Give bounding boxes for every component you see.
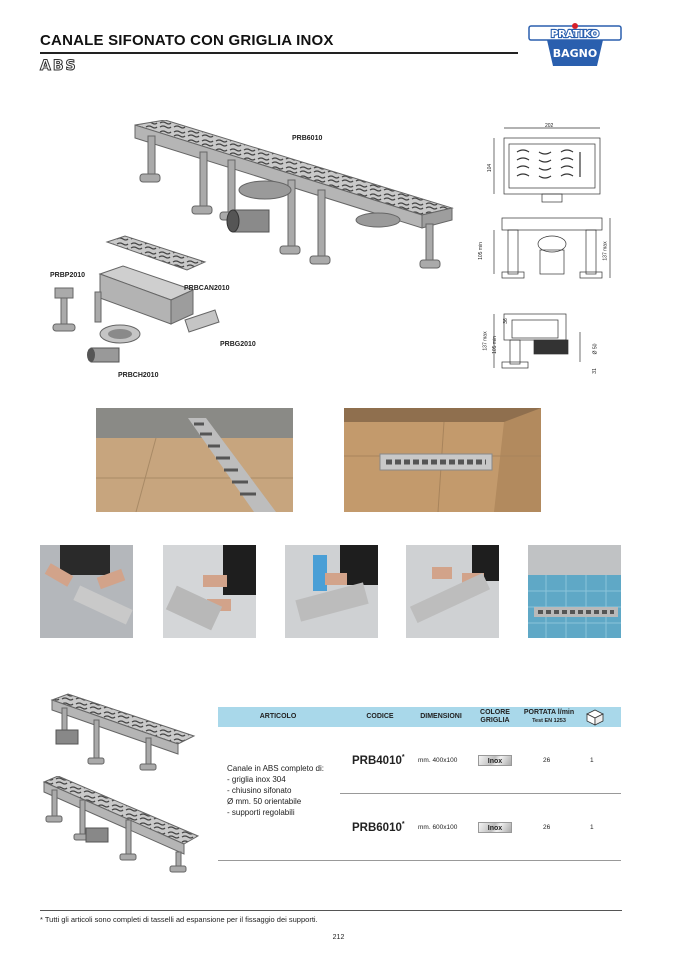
label-prbp2010: PRBP2010 — [50, 272, 86, 279]
dim-side-min: 105 min — [477, 242, 484, 260]
logo-line1: PRATIKO — [550, 29, 600, 40]
description-line-2: - griglia inox 304 — [227, 775, 286, 784]
components-exploded-illustration — [45, 232, 235, 382]
dim-section-36: 36 — [502, 318, 509, 324]
description-line-5: - supporti regolabili — [227, 808, 295, 817]
page-title: CANALE SIFONATO CON GRIGLIA INOX — [40, 32, 334, 49]
header-articolo: ARTICOLO — [259, 713, 297, 720]
pratiko-bagno-logo — [527, 22, 623, 74]
installed-photo-floor — [344, 408, 541, 512]
table-row-1-portata: 26 — [543, 757, 551, 764]
product-image-prb6010 — [40, 776, 200, 876]
table-row-1-code — [352, 754, 405, 767]
dim-top-width: 202 — [545, 123, 554, 129]
table-row-2-code — [352, 821, 405, 834]
page-number: 212 — [332, 934, 345, 941]
table-header — [218, 707, 621, 727]
header-portata-sub: Test EN 1253 — [532, 718, 566, 724]
table-row-1-color-swatch: Inox — [478, 755, 512, 766]
footnote: * Tutti gli articoli sono completi di tasselli ad espansione per il fissaggio dei supporti. — [40, 915, 318, 924]
material-subtitle: ABS — [40, 58, 78, 74]
dim-section-d50: Ø 50 — [592, 343, 599, 355]
table-row-1-dimensions: mm. 400x100 — [418, 757, 458, 764]
row-2-code-mark: * — [401, 821, 405, 828]
row-2-code-text: PRB6010 — [352, 821, 402, 834]
footer-divider — [40, 910, 622, 911]
table-row-2-color-swatch: Inox — [478, 822, 512, 833]
label-prbch2010: PRBCH2010 — [118, 372, 159, 379]
package-icon — [584, 708, 606, 726]
table-row-1-quantity: 1 — [590, 757, 594, 764]
dim-top-height: 104 — [487, 163, 494, 173]
dim-section-min: 105 min — [491, 336, 498, 354]
row-divider — [340, 793, 621, 794]
table-row-2-quantity: 1 — [590, 824, 594, 831]
description-line-3: - chiusino sifonato — [227, 786, 292, 795]
header-codice: CODICE — [366, 713, 394, 720]
description-line-4: Ø mm. 50 orientabile — [227, 797, 302, 806]
install-step-photo-1 — [40, 545, 133, 638]
install-step-photo-4 — [406, 545, 499, 638]
dim-section-max: 137 max — [482, 331, 489, 351]
installed-photo-wall — [96, 408, 293, 512]
table-bottom-rule — [218, 860, 621, 861]
header-dimensioni: DIMENSIONI — [420, 713, 462, 720]
label-prb6010: PRB6010 — [292, 135, 323, 142]
install-step-photo-2 — [163, 545, 256, 638]
table-row-2-dimensions: mm. 600x100 — [418, 824, 458, 831]
description-line-1: Canale in ABS completo di: — [227, 764, 324, 773]
row-1-code-text: PRB4010 — [352, 754, 402, 767]
header-colore-griglia: COLORE GRIGLIA — [480, 709, 510, 724]
install-step-photo-5 — [528, 545, 621, 638]
label-prbcan2010: PRBCAN2010 — [184, 285, 230, 292]
logo-line2: BAGNO — [552, 47, 598, 60]
header-portata-label: PORTATA l/min — [523, 709, 575, 716]
table-row-2-portata: 26 — [543, 824, 551, 831]
title-divider — [40, 52, 518, 54]
row-1-code-mark: * — [401, 754, 405, 761]
dim-section-31: 31 — [591, 368, 598, 374]
technical-drawing — [482, 122, 622, 387]
product-image-prb4010 — [46, 692, 196, 774]
label-prbg2010: PRBG2010 — [220, 341, 256, 348]
install-step-photo-3 — [285, 545, 378, 638]
product-description — [227, 763, 324, 818]
dim-side-max: 137 max — [602, 241, 609, 261]
header-portata — [518, 707, 580, 727]
